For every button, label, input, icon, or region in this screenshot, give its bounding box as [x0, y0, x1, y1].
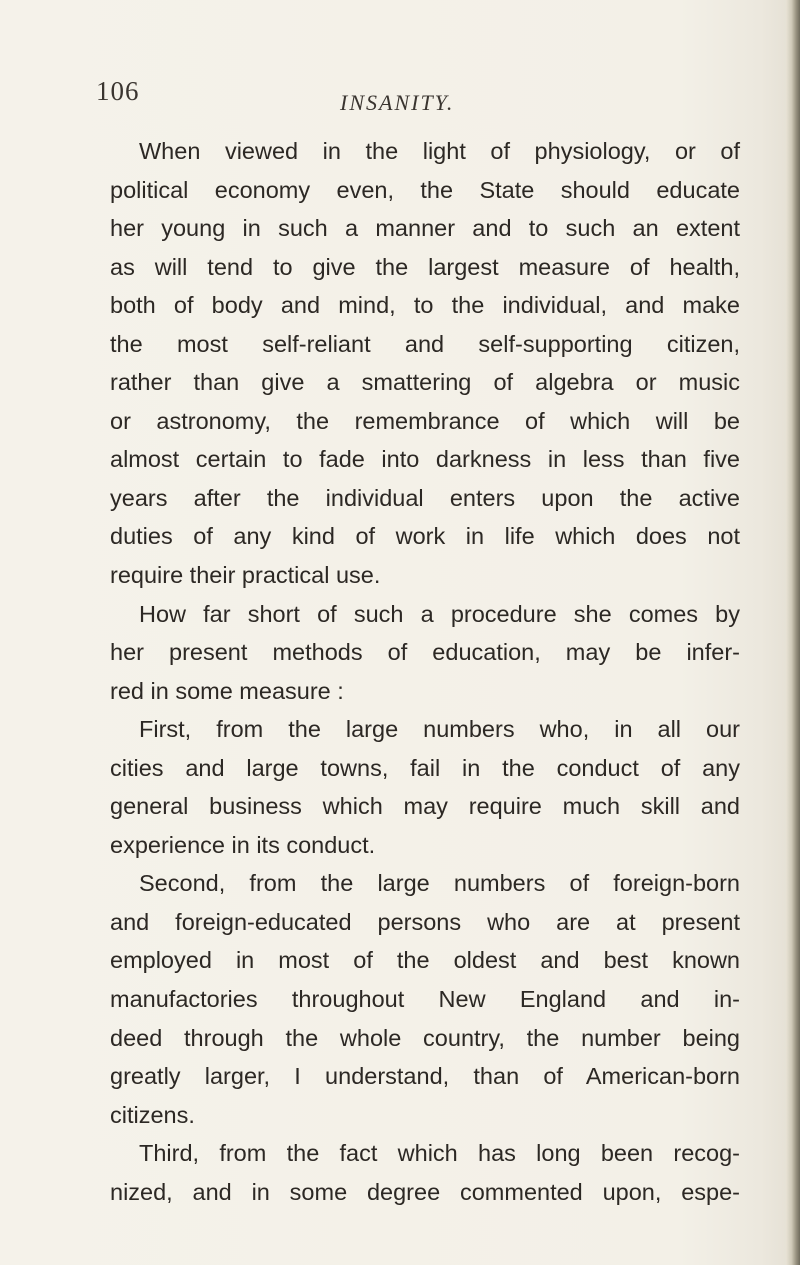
text-line: First, from the large numbers who, in all our [139, 716, 740, 743]
text-line: manufactories throughout New England and in- [110, 986, 740, 1013]
text-line: political economy even, the State should educate [110, 176, 740, 203]
text-line: red in some measure : [110, 677, 344, 704]
text-line: Third, from the fact which has long been recog- [139, 1140, 740, 1167]
text-line: cities and large towns, fail in the conduct of any [110, 754, 740, 781]
text-line: Second, from the large numbers of foreign-born [139, 870, 740, 897]
text-line: deed through the whole country, the number being [110, 1024, 740, 1051]
running-head: INSANITY. [340, 90, 455, 115]
text-line: years after the individual enters upon the active [110, 484, 740, 511]
text-line: rather than give a smattering of algebra or music [110, 369, 740, 396]
page-number: 106 [96, 76, 140, 106]
text-line: general business which may require much skill and [110, 793, 740, 820]
text-line: her young in such a manner and to such an extent [110, 215, 740, 242]
text-line: nized, and in some degree commented upon, espe- [110, 1178, 740, 1205]
text-line: and foreign-educated persons who are at present [110, 908, 740, 935]
text-line: her present methods of education, may be infer- [110, 639, 740, 666]
text-line: as will tend to give the largest measure of health, [110, 253, 740, 280]
page-edge-shadow [786, 0, 800, 1265]
page-header [0, 76, 800, 116]
text-line: almost certain to fade into darkness in less than five [110, 446, 740, 473]
text-line: the most self-reliant and self-supporting citizen, [110, 330, 740, 357]
text-line: greatly larger, I understand, than of American-born [110, 1063, 740, 1090]
text-line: require their practical use. [110, 562, 381, 589]
text-line: or astronomy, the remembrance of which will be [110, 407, 740, 434]
text-line: When viewed in the light of physiology, or of [139, 138, 740, 164]
text-line: experience in its conduct. [110, 831, 376, 858]
text-line: citizens. [110, 1101, 195, 1128]
text-line: both of body and mind, to the individual, and make [110, 292, 740, 319]
text-line: How far short of such a procedure she comes by [139, 600, 740, 627]
body-text [110, 132, 740, 1211]
text-line: duties of any kind of work in life which does not [110, 523, 740, 550]
text-line: employed in most of the oldest and best known [110, 947, 740, 974]
